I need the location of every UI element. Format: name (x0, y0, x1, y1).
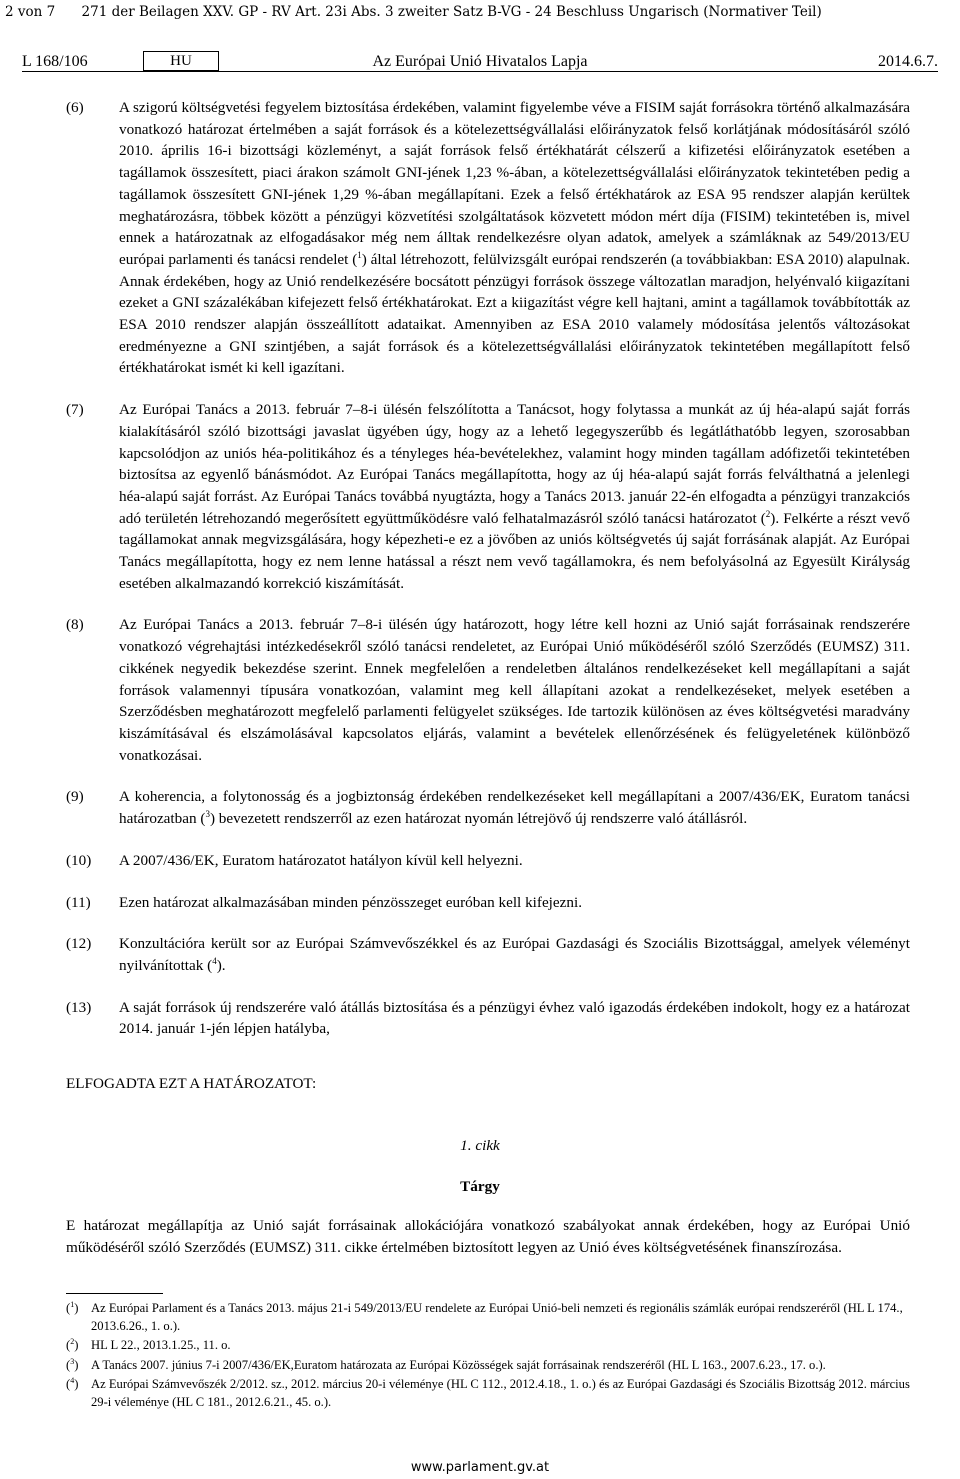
footnote-ref[interactable]: 2 (765, 508, 771, 519)
page-counter: 2 von 7 (5, 4, 56, 20)
footnote-text: A Tanács 2007. június 7-i 2007/436/EK,Euratom határozata az Európai Közösségek saját forrásainak rendszeréről (HL L 163., 2007.6.23., 17. o.). (91, 1357, 826, 1372)
footnote-text: Az Európai Számvevőszék 2/2012. sz., 2012. március 20-i véleménye (HL C 112., 2012.4.18., 1. o.) és az Európai Gazdasági és Szociális Bizottság 2012. március 29-i véleménye (HL C 181., 2012.6.21., 45. o.). (91, 1376, 910, 1410)
footnote-1 (66, 1299, 910, 1335)
footnote-2 (66, 1336, 910, 1354)
footnote-text: Az Európai Parlament és a Tanács 2013. május 21-i 549/2013/EU rendelete az Európai Unió-beli nemzeti és regionális számlák európai rendszeréről (HL L 174., 2013.6.26., 1. o.). (91, 1301, 903, 1334)
adoption-formula: ELFOGADTA EZT A HATÁROZATOT: (66, 1075, 317, 1092)
footnotes-list (66, 1299, 910, 1412)
footnote-4 (66, 1375, 910, 1411)
recital-text: Az Európai Tanács a 2013. február 7–8-i ülésén felszólította a Tanácsot, hogy folytassa a munkát az új héa-alapú saját forrás kialakításáról szóló bizottsági javaslat ügyében úgy, hogy az a lehető legegyszerűbb és legátláthatóbb legyen, szorosabban kapcsolódjon az uniós héa-politikához és a tényleges héa-bevételekhez, valamint hogy minden tagállam adófizetői tekintetében biztosítsa az egyenlő bánásmódot. Az Európai Tanács megállapította, hogy az új héa-alapú saját forrás felválthatná a jelenlegi héa-alapú saját forrást. Az Európai Tanács továbbá nyugtázta, hogy a Tanács 2013. január 22-én elfogadta a pénzügyi tranzakciós adó területén létrehozandó megerősített együttműködésre való felhatalmazásról szóló tanácsi határozatot ($^2$). Felkérte a részt vevő tagállamokat annak megvizsgálására, hogy képezheti-e ez a jövőben az uniós költségvetés új saját forrásának alapját. Az Európai Tanács megállapította, hogy ez nem lenne hatással a részt nem vevő tagállamokra, és nem befolyásolná az Egyesült Királyság esetében alkalmazandó korrekció kiszámítását. (119, 401, 910, 592)
recital-number: (13) (66, 998, 92, 1016)
footnote-number: ($^1$) (66, 1299, 79, 1315)
recital-11 (66, 892, 910, 914)
parliament-reference: 271 der Beilagen XXV. GP - RV Art. 23i Abs. 3 zweiter Satz B-VG - 24 Beschluss Ungarisch (Normativer Teil) (81, 4, 822, 20)
footnote-ref[interactable]: 4 (212, 955, 217, 966)
publication-date: 2014.6.7. (878, 53, 938, 70)
recital-10 (66, 850, 910, 872)
recitals-list (66, 97, 910, 1060)
footnote-3 (66, 1356, 910, 1374)
recital-number: (8) (66, 616, 84, 634)
footer-url[interactable]: www.parlament.gv.at (410, 1460, 550, 1475)
recital-text: A saját források új rendszerére való átállás biztosítása és a pénzügyi évhez való igazodás érdekében indokolt, hogy ez a határozat 2014. január 1-jén lépjen hatályba, (119, 998, 910, 1038)
article-title: Tárgy (460, 1178, 500, 1195)
recital-text: A 2007/436/EK, Euratom határozatot hatályon kívül kell helyezni. (119, 851, 523, 869)
recital-text: Konzultációra került sor az Európai Számvevőszékkel és az Európai Gazdasági és Szociális Bizottsággal, amelyek véleményt nyilvánítottak ($^4$). (119, 935, 910, 974)
recital-number: (10) (66, 851, 92, 869)
recital-12 (66, 933, 910, 976)
recital-7 (66, 399, 910, 594)
article-body: E határozat megállapítja az Unió saját forrásainak allokációjára vonatkozó szabályokat annak érdekében, hogy az Európai Unió működéséről szóló Szerződés (EUMSZ) 311. cikke értelmében biztosított legyen az Unió éves költségvetésének finanszírozása. (66, 1217, 910, 1256)
recital-9 (66, 786, 910, 829)
recital-text: A szigorú költségvetési fegyelem biztosítása érdekében, valamint figyelembe véve a FISIM saját forrásokra történő alkalmazására vonatkozó határozat értelmében a saját források és a kötelezettségvállalási előirányzatok felső korlátjának módosításáról szóló 2010. április 16-i bizottsági közleményt, a saját források felső értékhatárát célszerű a kifizetési előirányzatok esetében a tagállamok összesített, piaci árakon számolt GNI-jének 1,23 %-ában, a kötelezettségvállalási előirányzatok tekintetében pedig a tagállamok összesített GNI-jének 1,29 %-ában megállapítani. Ezek a felső értékhatárok az ESA 95 rendszer alapján kerültek meghatározásra, többek között a pénzügyi közvetítési szolgáltatások közvetett módon mért díja (FISIM) tekintetében is, mivel ennek a határozatnak az elfogadásakor még nem álltak rendelkezésre olyan adatok, amelyek a számláknak az 549/2013/EU európai parlamenti és tanácsi rendelet ($^1$) által létrehozott, felülvizsgált európai rendszerén (a továbbiakban: ESA 2010) alapulnak. Annak érdekében, hogy az Unió rendelkezésére bocsátott pénzügyi források összege változatlan maradjon, helyénvaló kiigazítani ezeket a GNI százalékában kifejezett felső értékhatárokat. Ezt a kiigazítást végre kell hajtani, amint a tagállamok továbbították az ESA 2010 rendszer alapján összeállított adataikat. Amennyiben az ESA 2010 valamely módosítása jelentős változásokat eredményezne a GNI szintjében, a saját források és a kötelezettségvállalási előirányzatok tekintetében megállapított felső értékhatárokat ismét ki kell igazítani. (119, 99, 910, 377)
footnote-text: HL L 22., 2013.1.25., 11. o. (91, 1338, 231, 1353)
recital-number: (12) (66, 935, 92, 953)
recital-13 (66, 997, 910, 1040)
recital-text: Az Európai Tanács a 2013. február 7–8-i ülésén úgy határozott, hogy létre kell hozni az Unió saját forrásainak rendszerére vonatkozó végrehajtási intézkedésekről szóló tanácsi rendeletet, az Európai Unió működéséről szóló Szerződés (EUMSZ) 311. cikkének negyedik bekezdése szerint. Ennek megfelelően a rendeletben általános rendelkezéseket kell megállapítani a saját források valamennyi típusára vonatkozóan, valamint meg kell állapítani azokat a rendelkezéseket, melyek esetében a Szerződésben meghatározott megfelelő parlamenti felügyelet szükséges. Ide tartozik különösen az éves költségvetési maradvány kiszámításával és elszámolásával kapcsolatos eljárás, valamint a bevételek ellenőrzésének és felügyeletének különböző vonatkozásai. (119, 616, 910, 764)
article-number: 1. cikk (460, 1137, 500, 1154)
recital-number: (7) (66, 401, 84, 419)
document-top-line (5, 4, 844, 20)
language-box: HU (143, 51, 219, 71)
footnote-number: ($^3$) (66, 1356, 79, 1372)
footnote-ref[interactable]: 3 (205, 809, 210, 820)
footnote-separator (66, 1293, 163, 1294)
series-reference: L 168/106 (22, 53, 88, 70)
recital-text: A koherencia, a folytonosság és a jogbiztonság érdekében rendelkezéseket kell megállapítani a 2007/436/EK, Euratom tanácsi határozatban ($^3$) bevezetett rendszerről az ezen határozat nyomán létrejövő új rendszerre való átállásról. (119, 788, 910, 828)
recital-number: (11) (66, 893, 91, 911)
recital-number: (9) (66, 788, 84, 806)
header-rule (22, 71, 938, 72)
journal-title: Az Európai Unió Hivatalos Lapja (372, 53, 588, 70)
recital-text: Ezen határozat alkalmazásában minden pénzösszeget euróban kell kifejezni. (119, 893, 582, 911)
recital-number: (6) (66, 99, 84, 116)
recital-8 (66, 614, 910, 766)
footnote-number: ($^4$) (66, 1375, 79, 1391)
recital-6 (66, 97, 910, 379)
footnote-ref[interactable]: 1 (357, 249, 362, 260)
footnote-number: ($^2$) (66, 1337, 79, 1353)
